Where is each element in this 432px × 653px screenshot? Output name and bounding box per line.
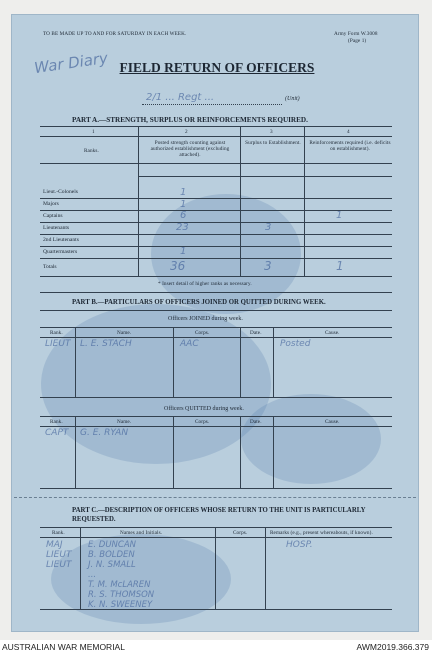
surplus-value: 3 <box>265 222 272 233</box>
col-header-surplus: Surplus to Establishment. <box>245 140 301 146</box>
footer-credit: AUSTRALIAN WAR MEMORIAL <box>2 642 125 652</box>
rule <box>40 397 392 398</box>
joined-title: Officers JOINED during week. <box>168 316 243 322</box>
col-date: Date. <box>250 330 262 336</box>
col-number: 1 <box>92 129 95 135</box>
unit-handwritten: 2/1 ... Regt ... <box>146 92 215 103</box>
col-corps: Corps. <box>195 419 210 425</box>
col-cause: Cause. <box>325 419 340 425</box>
part-b-heading: PART B.—PARTICULARS OF OFFICERS JOINED OR QUITTED DURING WEEK. <box>72 299 326 306</box>
rule <box>40 246 392 247</box>
posted-value: 23 <box>176 222 189 233</box>
requested-name: T. M. McLAREN <box>88 580 151 590</box>
col-divider <box>240 126 241 276</box>
col-remarks: Remarks (e.g., present whereabouts, if known). <box>270 530 373 536</box>
col-rank: Rank. <box>50 330 63 336</box>
fold-line <box>14 497 416 498</box>
requested-name: J. N. SMALL <box>88 560 136 570</box>
margin-note: War Diary <box>33 48 109 78</box>
total-reinforcements: 1 <box>336 259 344 273</box>
col-divider <box>75 416 76 488</box>
rule <box>40 276 392 277</box>
col-divider <box>273 416 274 488</box>
rule <box>40 292 392 293</box>
col-divider <box>173 327 174 397</box>
col-divider <box>215 527 216 609</box>
rule <box>40 222 392 223</box>
ink-stain <box>151 194 301 314</box>
ink-stain <box>241 394 381 484</box>
requested-name: R. S. THOMSON <box>88 590 155 600</box>
col-divider <box>265 527 266 609</box>
rule <box>40 327 392 328</box>
col-date: Date. <box>250 419 262 425</box>
rule <box>40 337 392 338</box>
ink-stain <box>51 534 231 624</box>
rule <box>40 488 392 489</box>
col-divider <box>138 126 139 276</box>
rule <box>40 234 392 235</box>
page-title: FIELD RETURN OF OFFICERS <box>119 60 315 75</box>
requested-name: K. N. SWEENEY <box>88 600 153 610</box>
footer-accession-number: AWM2019.366.379 <box>356 642 429 652</box>
rule <box>40 198 392 199</box>
rule <box>40 527 392 528</box>
col-divider <box>75 327 76 397</box>
col-name: Name. <box>117 419 132 425</box>
footer-bar <box>0 640 432 653</box>
col-rank: Rank. <box>52 530 65 536</box>
col-number: 4 <box>347 129 350 135</box>
requested-rank: MAJ <box>46 540 63 550</box>
joined-rank: LIEUT <box>45 339 71 349</box>
requested-rank: LIEUT <box>46 560 72 570</box>
quitted-title: Officers QUITTED during week. <box>164 406 244 412</box>
col-cause: Cause. <box>325 330 340 336</box>
col-corps: Corps. <box>195 330 210 336</box>
rank-label: Captains <box>43 213 63 219</box>
requested-rank: LIEUT <box>46 550 72 560</box>
part-a-heading: PART A.—STRENGTH, SURPLUS OR REINFORCEMENTS REQUIRED. <box>72 116 308 124</box>
rank-label: Lieutenants <box>43 225 70 231</box>
part-c-heading: PART C.—DESCRIPTION OF OFFICERS WHOSE RETURN TO THE UNIT IS PARTICULARLY REQUESTED. <box>72 507 366 523</box>
reinforcement-value: 1 <box>336 210 343 221</box>
col-divider <box>80 527 81 609</box>
quitted-name: G. E. RYAN <box>80 428 129 438</box>
rule <box>40 416 392 417</box>
rule <box>40 126 392 127</box>
rule <box>40 163 392 164</box>
rank-label: Majors <box>43 201 59 207</box>
col-corps: Corps. <box>233 530 248 536</box>
requested-name: B. BOLDEN <box>88 550 135 560</box>
posted-value: 1 <box>180 199 187 210</box>
posted-value: 1 <box>180 187 187 198</box>
col-name: Name. <box>117 330 132 336</box>
rank-label: 2nd Lieutenants <box>43 237 79 243</box>
col-number: 3 <box>270 129 273 135</box>
unit-line <box>142 104 282 105</box>
col-divider <box>304 126 305 276</box>
col-header-posted: Posted strength counting against authorized establishment (excluding attached). <box>150 140 230 158</box>
posted-value: 6 <box>180 210 187 221</box>
rule <box>138 176 392 177</box>
rule <box>40 537 392 538</box>
col-number: 2 <box>185 129 188 135</box>
col-divider <box>240 416 241 488</box>
total-posted: 36 <box>170 259 186 273</box>
quitted-rank: CAPT <box>45 428 69 438</box>
requested-name: ... <box>88 570 97 580</box>
col-divider <box>240 327 241 397</box>
instruction-text: TO BE MADE UP TO AND FOR SATURDAY IN EACH WEEK. <box>43 31 187 37</box>
total-surplus: 3 <box>264 259 272 273</box>
col-rank: Rank. <box>50 419 63 425</box>
joined-cause: Posted <box>280 339 311 349</box>
rank-label: Quartermasters <box>43 249 78 255</box>
rank-label: Lieut.-Colonels <box>43 189 78 195</box>
joined-name: L. E. STACH <box>80 339 132 349</box>
totals-label: Totals <box>43 264 57 270</box>
col-header-reinforcements: Reinforcements required (i.e. deficits on establishment). <box>309 140 391 152</box>
col-divider <box>173 416 174 488</box>
rule <box>40 609 392 610</box>
col-header-ranks: Ranks. <box>84 148 99 154</box>
requested-remarks: HOSP. <box>286 540 313 550</box>
footnote: * Insert detail of higher ranks as necessary. <box>158 281 252 287</box>
unit-label: (Unit) <box>285 96 300 102</box>
col-names: Names and Initials. <box>120 530 163 536</box>
rule <box>40 136 392 137</box>
rule <box>40 426 392 427</box>
col-divider <box>273 327 274 397</box>
posted-value: 1 <box>180 246 187 257</box>
page-number: (Page 1) <box>348 38 367 44</box>
form-code: Army Form W.3008 <box>334 31 378 37</box>
rule <box>40 310 392 311</box>
requested-name: E. DUNCAN <box>88 540 137 550</box>
joined-corps: AAC <box>180 339 199 349</box>
